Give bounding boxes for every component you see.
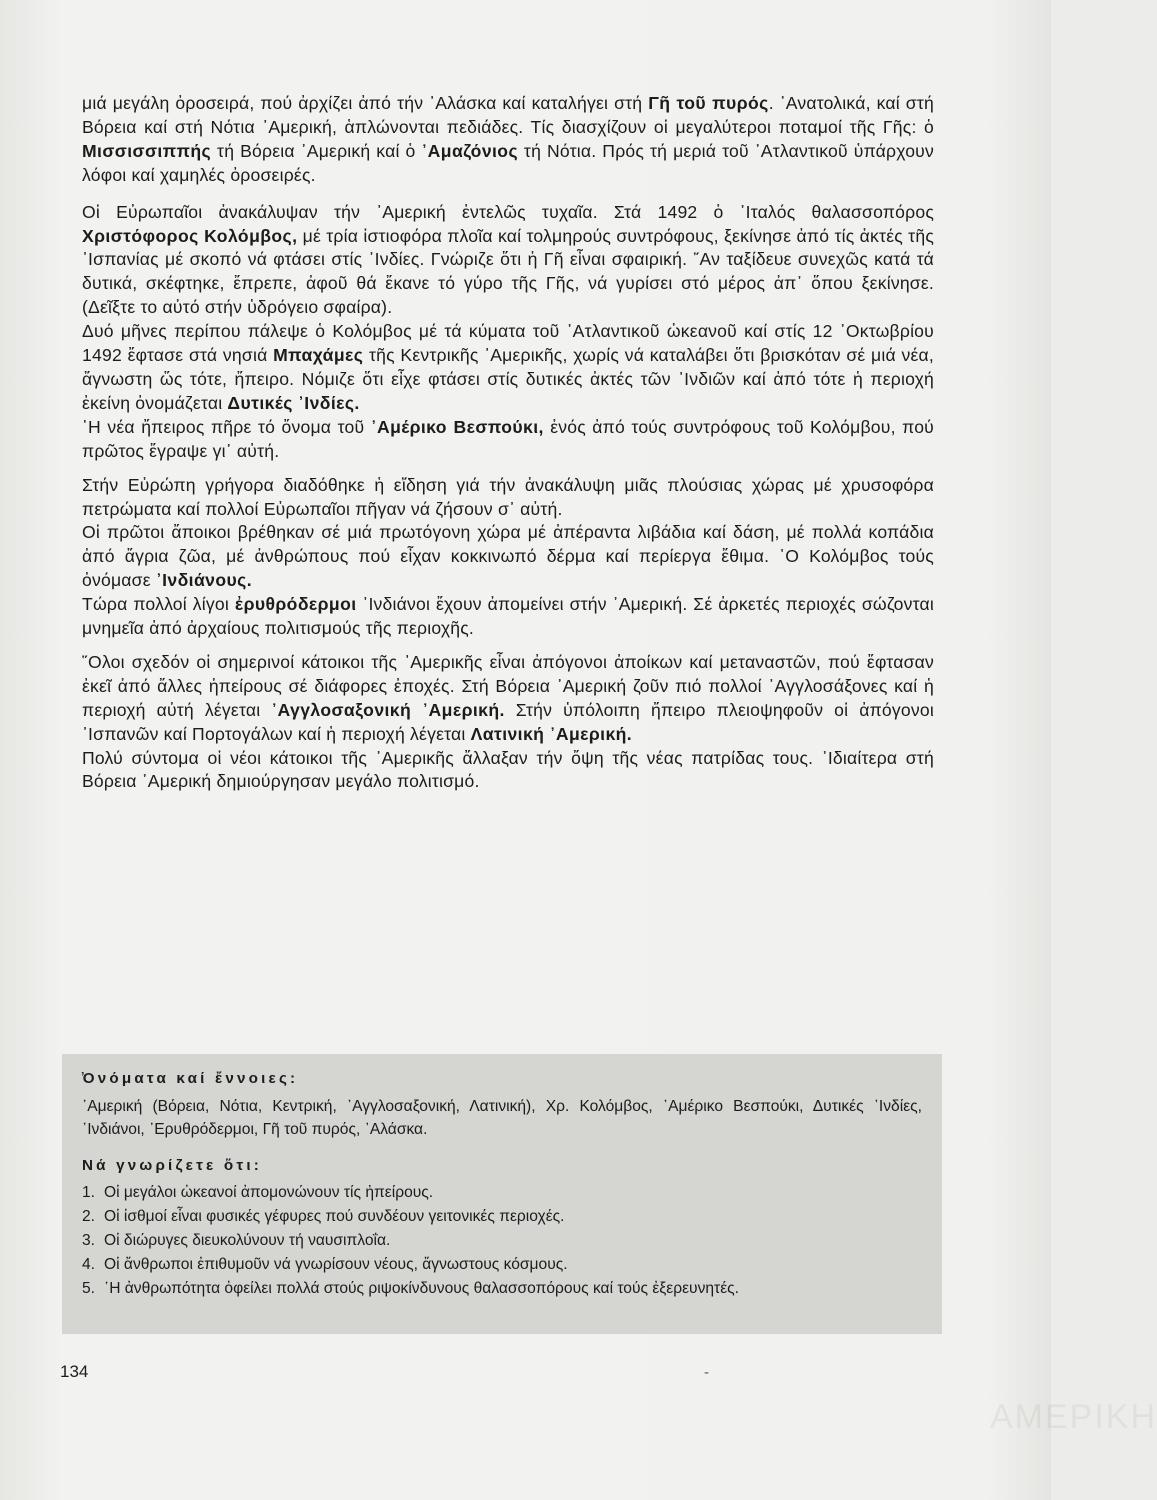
terms-heading: Ὀνόματα καί ἔννοιες:	[82, 1070, 299, 1087]
text-run: Οἱ Εὐρωπαῖοι ἀνακάλυψαν τήν ᾿Αμερική ἐντελῶς τυχαῖα. Στά 1492 ὁ ᾿Ιταλός θαλασσοπόρος	[82, 201, 934, 222]
text-run: μέ τρία ἱστιοφόρα πλοῖα καί τολμηρούς συντρόφους, ξεκίνησε ἀπό τίς ἀκτές τῆς ᾿Ισπανίας μέ σκοπό νά φτάσει στίς ᾿Ινδίες. Γνώριζε ὅτι ἡ Γῆ εἶναι σφαιρική. ῎Αν ταξίδευε συνεχῶς κατά τά δυτικά, σκέφτηκε, ἔπρεπε, ἀφοῦ θά ἔκανε τό γύρο τῆς Γῆς, νά γυρίσει στό μέρος ἀπ᾿ ὅπου ξεκίνησε. (Δεῖξτε το αὐτό στήν ὑδρόγειο σφαίρα).	[82, 225, 934, 318]
paragraph-4	[82, 416, 934, 464]
page-number: 134	[60, 1362, 89, 1381]
bold-term: ᾿Ινδιάνους.	[155, 570, 252, 591]
list-item	[82, 1182, 922, 1204]
list-item	[82, 1230, 922, 1252]
text-run: . ᾿Ανατολικά, καί στή Βόρεια καί στή Νότια ᾿Αμερική, ἁπλώνονται πεδιάδες. Τίς διασχίζουν οἱ μεγαλύτεροι ποταμοί τῆς Γῆς: ὁ	[82, 93, 934, 137]
bold-term: Γῆ τοῦ πυρός	[648, 93, 769, 113]
text-run: μιά μεγάλη ὀροσειρά, πού ἀρχίζει ἀπό τήν ᾿Αλάσκα καί καταλήγει στή	[82, 93, 649, 113]
bold-term: ἐρυθρόδερμοι	[234, 594, 357, 615]
bold-term: ᾿Αμέρικο Βεσπούκι,	[370, 416, 544, 437]
stray-mark: -	[704, 1364, 709, 1381]
know-heading: Νά γνωρίζετε ὅτι:	[82, 1157, 263, 1175]
summary-box	[62, 1054, 942, 1334]
list-item-number: 5.	[82, 1279, 96, 1297]
text-run: Οἱ πρῶτοι ἄποικοι βρέθηκαν σέ μιά πρωτόγονη χώρα μέ ἀπέραντα λιβάδια καί δάση, μέ πολλά κοπάδια ἀπό ἄγρια ζῶα, μέ ἀνθρώπους πού εἶχαν κοκκινωπό δέρμα καί περίεργα ἔθιμα. ῾Ο Κολόμβος τούς ὀνόμασε	[82, 522, 934, 591]
paragraph-6	[82, 521, 934, 593]
paragraph-5	[82, 474, 934, 522]
list-item	[82, 1278, 922, 1300]
list-item-number: 4.	[82, 1255, 96, 1273]
main-text	[82, 92, 934, 794]
bold-term: Λατινική ᾿Αμερική.	[470, 723, 633, 744]
paragraph-1	[82, 92, 934, 188]
summary-content	[82, 1068, 922, 1302]
list-item-text: Οἱ ἰσθμοί εἶναι φυσικές γέφυρες πού συνδέουν γειτονικές περιοχές.	[104, 1207, 565, 1225]
know-list	[82, 1182, 922, 1300]
paragraph-7	[82, 593, 934, 641]
text-run: ἑνός ἀπό τούς συντρόφους τοῦ Κολόμβου, πού πρῶτος ἔγραψε γι᾿ αὐτή.	[82, 416, 934, 461]
list-item-text: Οἱ διώρυγες διευκολύνουν τή ναυσιπλοΐα.	[104, 1231, 391, 1249]
bold-term: Χριστόφορος Κολόμβος,	[82, 225, 298, 246]
paragraph-9	[82, 747, 934, 795]
terms-text: ᾿Αμερική (Βόρεια, Νότια, Κεντρική, ᾿Αγγλοσαξονική, Λατινική), Χρ. Κολόμβος, ᾿Αμέρικο Βεσπούκι, Δυτικές ᾿Ινδίες, ᾿Ινδιάνοι, ᾿Ερυθρόδερμοι, Γῆ τοῦ πυρός, ᾿Αλάσκα.	[82, 1098, 922, 1138]
text-run: Στήν ὑπόλοιπη ἤπειρο πλειοψηφοῦν οἱ ἀπόγονοι ᾿Ισπανῶν καί Πορτογάλων καί ἡ περιοχή λέγεται	[82, 699, 934, 744]
text-run: ῾Η νέα ἤπειρος πῆρε τό ὄνομα τοῦ	[82, 416, 371, 437]
bold-term: ᾿Αγγλοσαξονική ᾿Αμερική.	[271, 699, 505, 720]
bold-term: Δυτικές ᾿Ινδίες.	[227, 392, 360, 413]
text-run: ᾿Ινδιάνοι ἔχουν ἀπομείνει στήν ᾿Αμερική. Σέ ἀρκετές περιοχές σώζονται μνημεῖα ἀπό ἀρχαίους πολιτισμούς τῆς περιοχῆς.	[82, 594, 934, 639]
list-item-number: 1.	[82, 1183, 96, 1201]
text-run: τῆς Κεντρικῆς ᾿Αμερικῆς, χωρίς νά καταλάβει ὅτι βρισκόταν σέ μιά νέα, ἄγνωστη ὥς τότε, ἤπειρο. Νόμιζε ὅτι εἶχε φτάσει στίς δυτικές ἀκτές τῶν ᾿Ινδιῶν καί ἀπό τότε ἡ περιοχή ἐκείνη ὀνομάζεται	[82, 345, 935, 413]
bold-term: ᾿Αμαζόνιος	[421, 140, 518, 161]
text-run: τή Βόρεια ᾿Αμερική καί ὁ	[211, 140, 422, 161]
paragraph-8	[82, 651, 934, 747]
bold-term: Μπαχάμες	[273, 345, 364, 366]
text-run: Δυό μῆνες περίπου πάλεψε ὁ Κολόμβος μέ τά κύματα τοῦ ᾿Ατλαντικοῦ ὠκεανοῦ καί στίς 12 ᾿Οκτωβρίου 1492 ἔφτασε στά νησιά	[82, 321, 934, 366]
text-run: Τώρα πολλοί λίγοι	[82, 594, 235, 615]
text-run: Στήν Εὐρώπη γρήγορα διαδόθηκε ἡ εἴδηση γιά τήν ἀνακάλυψη μιᾶς πλούσιας χώρας μέ χρυσοφόρα πετρώματα καί πολλοί Εὐρωπαῖοι πῆγαν νά ζήσουν σ᾿ αὐτή.	[82, 474, 934, 519]
list-item-text: ῾Η ἀνθρωπότητα ὀφείλει πολλά στούς ριψοκίνδυνους θαλασσοπόρους καί τούς ἐξερευνητές.	[104, 1279, 740, 1297]
paragraph-3	[82, 320, 934, 416]
list-item	[82, 1206, 922, 1228]
paragraph-2	[82, 201, 934, 321]
bold-term: Μισσισσιππής	[82, 140, 212, 161]
text-run: ῞Ολοι σχεδόν οἱ σημερινοί κάτοικοι τῆς ᾿Αμερικῆς εἶναι ἀπόγονοι ἀποίκων καί μεταναστῶν, πού ἔφτασαν ἐκεῖ ἀπό ἄλλες ἠπείρους σέ διάφορες ἐποχές. Στή Βόρεια ᾿Αμερική ζοῦν πιό πολλοί ᾿Αγγλοσάξονες καί ἡ περιοχή αὐτή λέγεται	[82, 651, 934, 720]
list-item-number: 2.	[82, 1207, 96, 1225]
text-run: τή Νότια. Πρός τή μεριά τοῦ ᾿Ατλαντικοῦ ὑπάρχουν λόφοι καί χαμηλές ὀροσειρές.	[82, 140, 935, 185]
list-item-text: Οἱ μεγάλοι ὠκεανοί ἀπομονώνουν τίς ἠπείρους.	[104, 1183, 434, 1201]
list-item	[82, 1254, 922, 1276]
bleed-through-text: ΑΜΕΡΙΚΗ	[990, 1398, 1157, 1436]
list-item-text: Οἱ ἄνθρωποι ἐπιθυμοῦν νά γνωρίσουν νέους, ἄγνωστους κόσμους.	[104, 1255, 568, 1273]
text-run: Πολύ σύντομα οἱ νέοι κάτοικοι τῆς ᾿Αμερικῆς ἄλλαξαν τήν ὄψη τῆς νέας πατρίδας τους. ᾿Ιδιαίτερα στή Βόρεια ᾿Αμερική δημιούργησαν μεγάλο πολιτισμό.	[82, 747, 934, 792]
list-item-number: 3.	[82, 1231, 96, 1249]
